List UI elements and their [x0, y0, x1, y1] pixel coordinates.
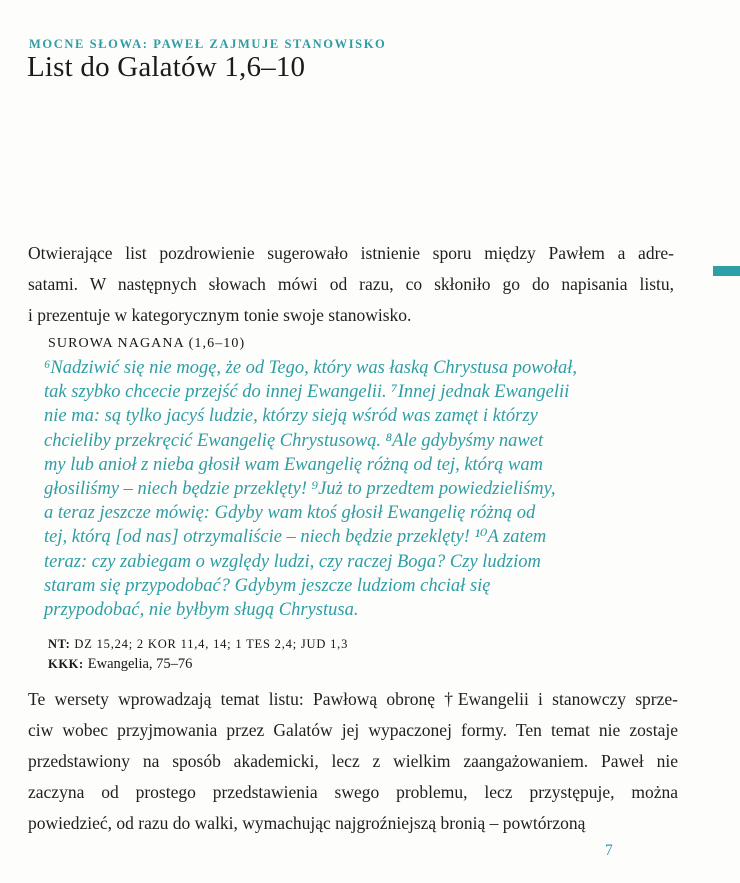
scripture-section-heading: SUROWA NAGANA (1,6–10)	[48, 336, 246, 351]
text-line: a teraz jeszcze mówię: Gdyby wam ktoś głosił Ewangelię różną od	[44, 503, 536, 524]
scripture-quote	[44, 356, 644, 622]
text-line: powiedzieć, od razu do walki, wymachując najgroźniejszą bronią – powtórzoną	[28, 813, 586, 833]
cross-references	[48, 634, 348, 674]
chapter-eyebrow: MOCNE SŁOWA: PAWEŁ ZAJMUJE STANOWISKO	[29, 37, 387, 51]
text-line: Otwierające list pozdrowienie sugerowało istnienie sporu między Pawłem a adre-	[28, 243, 674, 263]
text-line: nie ma: są tylko jacyś ludzie, którzy sieją wśród was zamęt i którzy	[44, 406, 538, 427]
text-line: i prezentuje w kategorycznym tonie swoje stanowisko.	[28, 305, 412, 325]
text-line: przedstawiony na sposób akademicki, lecz z wielkim zaangażowaniem. Paweł nie	[28, 751, 678, 771]
intro-paragraph	[28, 238, 674, 331]
text-line: ⁶Nadziwić się nie mogę, że od Tego, który was łaską Chrystusa powołał,	[44, 358, 577, 378]
nt-reference-text: DZ 15,24; 2 KOR 11,4, 14; 1 TES 2,4; JUD 1,3	[74, 637, 349, 651]
text-line: tak szybko chcecie przejść do innej Ewangelii. ⁷Innej jednak Ewangelii	[44, 382, 570, 403]
kkk-reference-text: Ewangelia, 75–76	[87, 656, 193, 672]
text-line: chcieliby przekręcić Ewangelię Chrystusową. ⁸Ale gdybyśmy nawet	[44, 430, 544, 451]
nt-reference-label: NT:	[48, 637, 71, 651]
commentary-paragraph	[28, 684, 678, 839]
page-number: 7	[605, 842, 613, 859]
page-title: List do Galatów 1,6–10	[27, 51, 306, 83]
page-edge-tab-marker	[713, 266, 740, 276]
kkk-reference-label: KKK:	[48, 657, 84, 671]
text-line: tej, którą [od nas] otrzymaliście – niech będzie przeklęty! ¹⁰A zatem	[44, 527, 547, 548]
text-line: staram się przypodobać? Gdybym jeszcze ludziom chciał się	[44, 575, 491, 596]
text-line: teraz: czy zabiegam o względy ludzi, czy raczej Boga? Czy ludziom	[44, 551, 541, 572]
text-line: ciw wobec przyjmowania przez Galatów jej wypaczonej formy. Ten temat nie zostaje	[28, 720, 678, 740]
text-line: Te wersety wprowadzają temat listu: Pawłową obronę †Ewangelii i stanowczy sprze-	[28, 689, 678, 709]
kkk-reference-line	[48, 654, 348, 674]
text-line: przypodobać, nie byłbym sługą Chrystusa.	[44, 600, 359, 621]
nt-reference-line	[48, 634, 348, 654]
text-line: zaczyna od prostego przedstawienia swego problemu, lecz przystępuje, można	[28, 782, 678, 802]
text-line: głosiliśmy – niech będzie przeklęty! ⁹Już to przedtem powiedzieliśmy,	[44, 479, 556, 500]
text-line: my lub anioł z nieba głosił wam Ewangelię różną od tej, którą wam	[44, 454, 543, 475]
text-line: satami. W następnych słowach mówi od razu, co skłoniło go do napisania listu,	[28, 274, 674, 294]
